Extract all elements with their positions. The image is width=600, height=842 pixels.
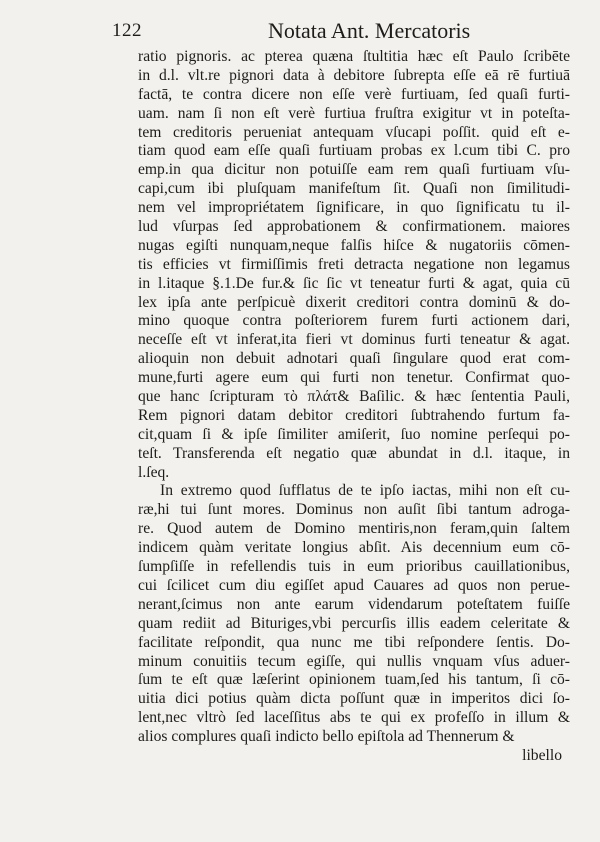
text-line: ratio pignoris. ac pterea quæna ſtultitia hæc eſt Paulo ſcribēte: [138, 48, 570, 65]
paragraph: [138, 482, 570, 746]
text-line: uitia dici potius quàm dicta poſſunt quæ in imperitos dici ſo-: [138, 690, 570, 708]
text-line: cui ſcilicet cum diu egiſſet apud Cauares ad quos non perue-: [138, 576, 570, 594]
text-line: ræ,hi tui ſunt mores. Dominus non auſit ſibi tantum adroga-: [138, 501, 570, 519]
text-line: capi,cum ibi pluſquam manifeſtum ſit. Quaſi non ſimilitudi-: [138, 180, 570, 198]
text-line: mino quoque contra poſteriorem furem furti actionem dari,: [138, 312, 570, 330]
text-line: quam rediit ad Bituriges,vbi percurſis illis eadem celeritate &: [138, 614, 570, 632]
text-line: in l.itaque §.1.De fur.& ſic ſic vt teneatur furti & agat, quia cū: [138, 274, 570, 292]
text-line: minum conuitiis tecum egiſſe, qui nullis vnquam vſus aduer-: [138, 652, 570, 670]
body-text: [138, 48, 570, 766]
text-line: l.ſeq.: [138, 463, 170, 481]
text-line: tiam quod eam eſſe quaſi furtiuam probas ex l.cum tibi C. pro: [138, 142, 570, 160]
text-line: alioquin non debuit adnotari quaſi ſingulare quod erat com-: [138, 350, 570, 368]
running-head: Notata Ant. Mercatoris: [268, 18, 471, 43]
text-line: tis efficies vt firmiſſimis freti detracta negatione non legamus: [138, 255, 570, 273]
text-line: nerant,ſcimus non ante earum videndarum poteſtatem fuiſſe: [138, 595, 570, 613]
text-line: uam. nam ſi non eſt verè furtiua fruſtra exigitur vt in poteſta-: [138, 104, 570, 122]
text-line: lent,nec vltrò ſed laceſſitus abs te qui ex profeſſo in illum &: [138, 709, 570, 727]
text-line: nem vel impropriétatem ſignificare, in quo ſignificatu tu il-: [138, 199, 570, 217]
text-line: alios complures quaſi indicto bello epiſtola ad Thennerum &: [138, 728, 515, 746]
text-line: indicem quàm veritate longius abſit. Ais decennium eum cō-: [138, 539, 570, 557]
text-line: nugas egiſti nunquam,neque falſis hiſce & nugatoriis cōmen-: [138, 236, 570, 254]
paragraph: [138, 48, 570, 482]
text-line: neceſſe eſt vt inferat,ita fieri vt dominus furti teneatur & agat.: [138, 331, 570, 349]
text-line: que hanc ſcripturam τὸ πλάτ& Baſilic. & hæc ſententia Pauli,: [138, 388, 570, 406]
text-line: ſum te eſt quæ læſerint opinionem tuam,ſed his tantum, ſi cō-: [138, 671, 570, 689]
catchword: libello: [522, 746, 562, 764]
text-line: emp.in qua dicitur non potuiſſe eam rem quaſi furtiuam vſu-: [138, 161, 570, 179]
text-line: cit,quam ſi & ipſe ſimiliter amiſerit, ſuo nomine perſequi po-: [138, 425, 570, 443]
text-line: teſt. Transferenda eſt negatio quæ abundat in d.l. itaque, in: [138, 444, 570, 462]
text-line: factā, te contra dicere non eſſe verè furtiuam, ſed quaſi furti-: [138, 85, 570, 103]
text-line: Rem pignori datam debitor creditori ſubtrahendo furtum fa-: [138, 406, 570, 424]
text-line: ſumpſiſſe in refellendis tuis in eum prioribus cauillationibus,: [138, 558, 570, 576]
text-line: In extremo quod ſufflatus de te ipſo iactas, mihi non eſt cu-: [160, 482, 570, 500]
text-line: lex ipſa ante perſpicuè dixerit creditori contra dominū & do-: [138, 293, 570, 311]
text-line: facilitate reſpondit, qua nunc me tibi reſpondere ſentis. Do-: [138, 633, 570, 651]
page-header: [0, 14, 600, 48]
page-number: 122: [112, 20, 142, 41]
text-line: lud vſurpas ſed approbationem & confirmationem. maiores: [138, 218, 570, 236]
text-line: tem creditoris perueniat antequam vſucapi poſſit. quid eſt e-: [138, 123, 570, 141]
text-line: in d.l. vlt.re pignori data à debitore ſubrepta eſſe eā rē furtiuā: [138, 66, 570, 84]
text-line: re. Quod autem de Domino mentiris,non feram,quin ſaltem: [138, 520, 570, 538]
text-line: mune,furti agere eum qui furti non tenetur. Confirmat quo-: [138, 369, 570, 387]
